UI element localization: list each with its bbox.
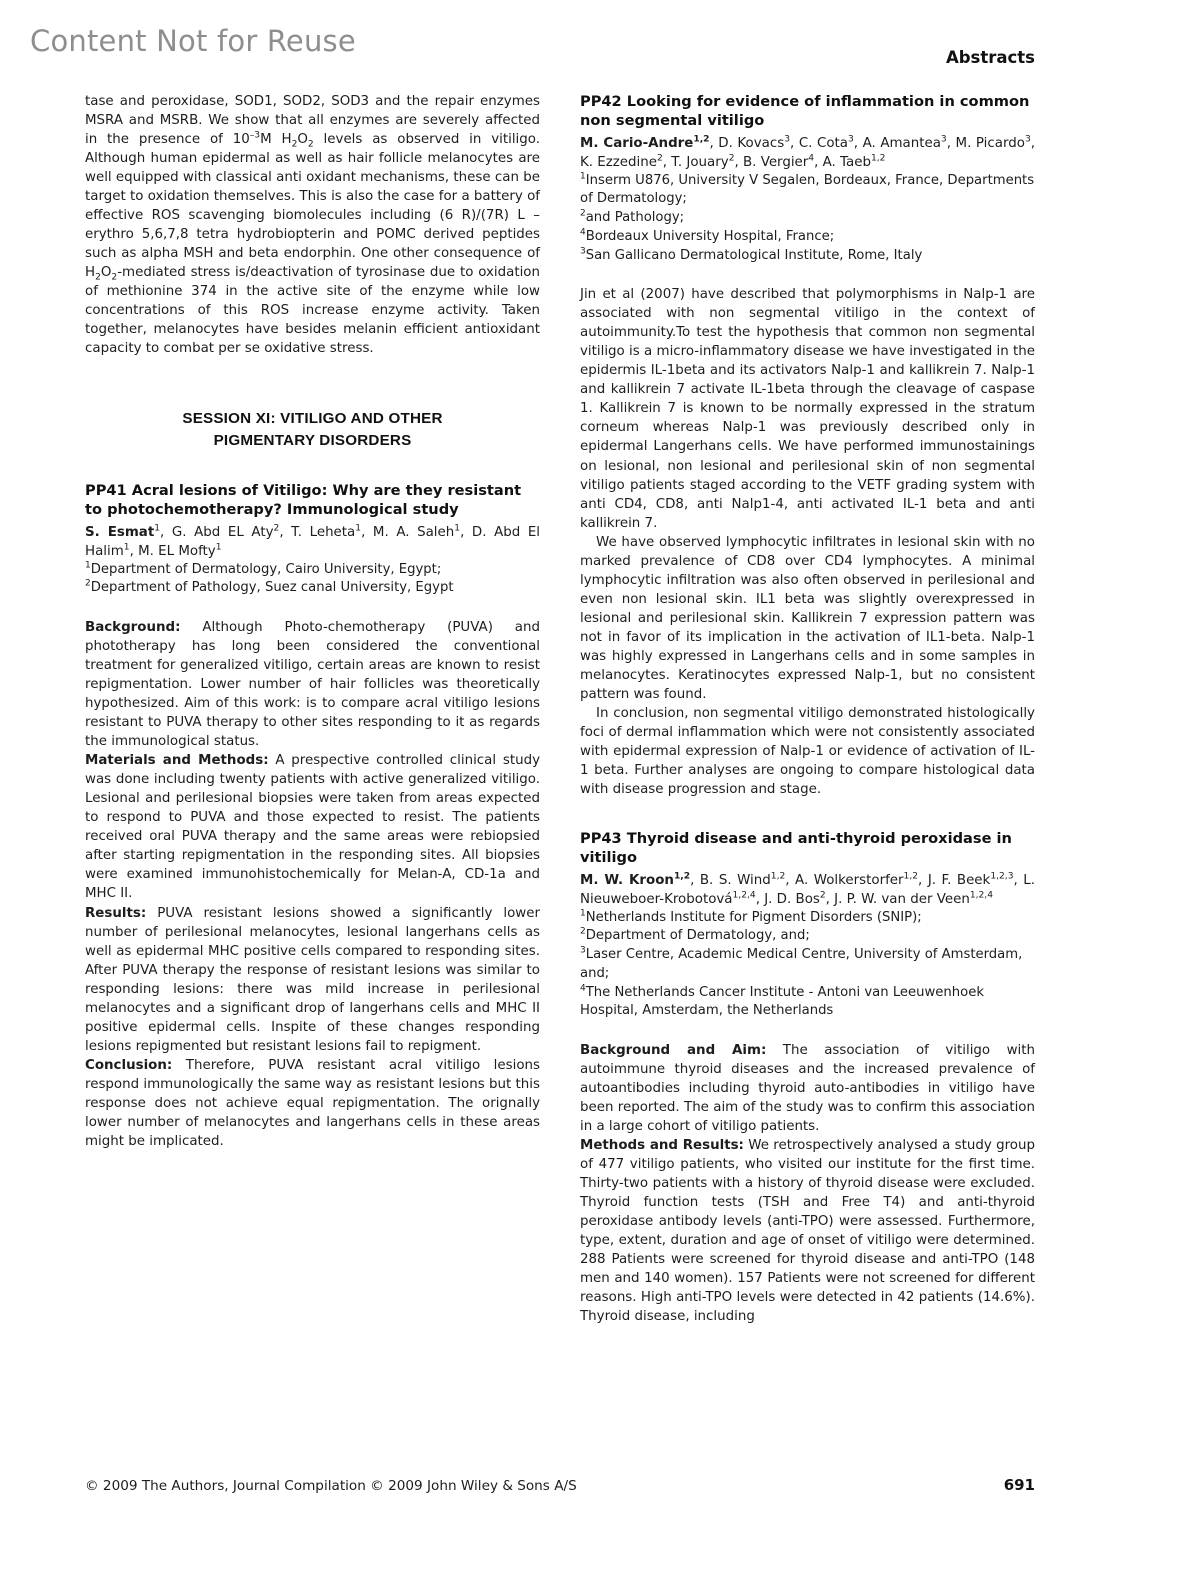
- running-head: Abstracts: [945, 48, 1035, 67]
- section-label: Conclusion:: [85, 1057, 173, 1073]
- abstract-section-conclusion: [85, 1056, 540, 1151]
- abstract-affiliation: $^3$San Gallicano Dermatological Institute, Rome, Italy: [580, 246, 923, 263]
- section-text: PUVA resistant lesions showed a significantly lower number of perilesional melanocytes, lesional langerhans cells as well as epidermal MHC positive cells compared to responding sites. After PUVA therapy the response of resistant lesions was similar to responding lesions: there was mild increase in perilesional melanocytes and a significant drop of langerhans cells and MHC II positive epidermal cells. Inspite of these changes responding lesions repigmented but resistant lesions fail to repigment.: [85, 905, 540, 1054]
- section-label: Background:: [85, 620, 181, 636]
- watermark-text: Content Not for Reuse: [30, 24, 356, 58]
- abstract-affiliation: $^3$Laser Centre, Academic Medical Centre, University of Amsterdam, and;: [580, 945, 1023, 981]
- abstract-authors-pp42: M. Cario-Andre$^{1,2}$, D. Kovacs$^3$, C. Cota$^3$, A. Amantea$^3$, M. Picardo$^3$, K. Ezzedine$^2$, T. Jouary$^2$, B. Vergier$^4$, A. Taeb$^{1,2}$: [580, 134, 1035, 170]
- abstract-affiliation: $^4$Bordeaux University Hospital, France;: [580, 227, 835, 244]
- abstract-section-background-aim: [580, 1041, 1035, 1136]
- section-text: Therefore, PUVA resistant acral vitiligo lesions respond immunologically the same way as resistant lesions but this response does not achieve equal repigmentation. The orignally lower number of melanocytes and langerhans cells in these areas might be implicated.: [85, 1057, 540, 1149]
- footer-page-number: 691: [1003, 1476, 1035, 1494]
- abstract-paragraph: Jin et al (2007) have described that polymorphisms in Nalp-1 are associated with non segmental vitiligo in the context of autoimmunity.To test the hypothesis that common non segmental vitiligo is a micro-inflammatory disease we have investigated in the epidermis IL-1beta and its activators Nalp-1 and kallikrein 7. Nalp-1 and kallikrein 7 activate IL-1beta through the cleavage of caspase 1. Kallikrein 7 is known to be normally expressed in the stratum corneum whereas Nalp-1 was previously described only in epidermal Langerhans cells. We have performed immunostainings on lesional, non lesional and perilesional skin of non segmental vitiligo patients staged according to the VETF grading system with anti CD4, CD8, anti Nalp1-4, anti activated IL-1 beta and anti kallikrein 7.: [580, 287, 1035, 531]
- abstract-affiliation: $^2$and Pathology;: [580, 208, 685, 226]
- abstract-section-methods: [85, 751, 540, 903]
- section-label: Materials and Methods:: [85, 753, 269, 769]
- section-text: The association of vitiligo with autoimmune thyroid diseases and the increased prevalence of autoantibodies including thyroid auto-antibodies in vitiligo have been reported. The aim of the study was to confirm this association in a large cohort of vitiligo patients.: [580, 1043, 1035, 1135]
- abstract-title-pp43: PP43 Thyroid disease and anti-thyroid peroxidase in vitiligo: [580, 830, 1012, 867]
- abstract-section-results: [85, 904, 540, 1056]
- abstract-section-methods-results: [580, 1136, 1035, 1326]
- abstract-affiliation: $^2$Department of Dermatology, and;: [580, 926, 810, 944]
- session-heading-line-2: PIGMENTARY DISORDERS: [213, 431, 412, 449]
- abstract-affiliation: $^2$Department of Pathology, Suez canal University, Egypt: [85, 578, 454, 596]
- abstract-affiliation: $^1$Netherlands Institute for Pigment Disorders (SNIP);: [580, 908, 922, 925]
- section-text: A prespective controlled clinical study was done including twenty patients with active generalized vitiligo. Lesional and perilesional biopsies were taken from areas expected to respond to PUVA and those expected to resist. The patients received oral PUVA therapy and the same areas were rebiopsied after starting repigmentation in the responding sites. All biopsies were examined immunohistochemically for Melan-A, CD-1a and MHC II.: [85, 753, 540, 902]
- section-text: Although Photo-chemotherapy (PUVA) and phototherapy has long been considered the conventional treatment for generalized vitiligo, certain areas are known to resist repigmentation. Lower number of hair follicles was theoretically hypothesized. Aim of this work: is to compare acral vitiligo lesions resistant to PUVA therapy to other sites responding to it as regards the immunological status.: [85, 620, 540, 750]
- section-label: Background and Aim:: [580, 1043, 767, 1059]
- abstract-title-pp41: PP41 Acral lesions of Vitiligo: Why are they resistant to photochemotherapy? Immunological study: [85, 482, 522, 519]
- section-label: Methods and Results:: [580, 1138, 744, 1154]
- abstract-paragraph: We have observed lymphocytic infiltrates in lesional skin with no marked prevalence of CD8 over CD4 lymphocytes. A minimal lymphocytic infiltration was also often observed in perilesional and even non lesional skin. IL1 beta was slightly overexpressed in lesional and perilesional skin. Kallikrein 7 expression pattern was not in favor of its implication in the activation of IL1-beta. Nalp-1 was highly expressed in Langerhans cells and in some samples in melanocytes. Keratinocytes expressed Nalp-1, but no consistent pattern was found.: [580, 534, 1035, 702]
- section-label: Results:: [85, 905, 147, 921]
- abstract-authors-pp41: S. Esmat$^1$, G. Abd EL Aty$^2$, T. Leheta$^1$, M. A. Saleh$^1$, D. Abd El Halim$^1$, M. EL Mofty$^1$: [85, 523, 541, 559]
- session-heading: [85, 408, 540, 451]
- abstract-title-pp42: PP42 Looking for evidence of inflammation in common non segmental vitiligo: [580, 93, 1030, 130]
- abstract-authors-pp43: M. W. Kroon$^{1,2}$, B. S. Wind$^{1,2}$, A. Wolkerstorfer$^{1,2}$, J. F. Beek$^{1,2,3}$, L. Nieuweboer-Krobotová$^{1,2,4}$, J. D. Bos$^2$, J. P. W. van der Veen$^{1,2,4}$: [580, 871, 1035, 907]
- abstract-paragraph: In conclusion, non segmental vitiligo demonstrated histologically foci of dermal inflammation which were not consistently associated with epidermal expression of Nalp-1 or evidence of activation of IL-1 beta. Further analyses are ongoing to compare histological data with disease progression and stage.: [580, 705, 1035, 798]
- abstract-affiliation: $^4$The Netherlands Cancer Institute - Antoni van Leeuwenhoek Hospital, Amsterdam, the Netherlands: [580, 983, 984, 1019]
- left-column: [85, 92, 540, 1151]
- right-column: [580, 92, 1035, 1327]
- continued-paragraph: tase and peroxidase, SOD1, SOD2, SOD3 and the repair enzymes MSRA and MSRB. We show that all enzymes are severely affected in the presence of $10^{-3}M$ $H_2O_2$ levels as observed in vitiligo. Although human epidermal as well as hair follicle melanocytes are well equipped with classical anti oxidant mechanisms, these can be target to oxidation themselves. This is also the case for a battery of effective ROS scavenging biomolecules including (6 R)/(7R) L – erythro 5,6,7,8 tetra hydrobiopterin and POMC derived peptides such as alpha MSH and beta endorphin. One other consequence of $H_2O_2$-mediated stress is/deactivation of tyrosinase due to oxidation of methionine 374 in the active site of the enzyme while low concentrations of this ROS increase enzyme activity. Taken together, melanocytes have besides melanin efficient antioxidant capacity to combat per se oxidative stress.: [85, 94, 540, 357]
- footer-copyright: © 2009 The Authors, Journal Compilation © 2009 John Wiley & Sons A/S: [85, 1478, 577, 1494]
- section-text: We retrospectively analysed a study group of 477 vitiligo patients, who visited our institute for the first time. Thirty-two patients with a history of thyroid disease were excluded. Thyroid function tests (TSH and Free T4) and anti-thyroid peroxidase antibody levels (anti-TPO) were assessed. Furthermore, type, extent, duration and age of onset of vitiligo were determined. 288 Patients were screened for thyroid disease and anti-TPO (148 men and 140 women). 157 Patients were not screened for different reasons. High anti-TPO levels were detected in 42 patients (14.6%). Thyroid disease, including: [580, 1138, 1035, 1325]
- abstract-affiliation: $^1$Inserm U876, University V Segalen, Bordeaux, France, Departments of Dermatology;: [580, 171, 1035, 207]
- abstract-section-background: [85, 618, 540, 751]
- abstract-affiliation: $^1$Department of Dermatology, Cairo University, Egypt;: [85, 560, 442, 577]
- session-heading-line-1: SESSION XI: VITILIGO AND OTHER: [182, 410, 443, 428]
